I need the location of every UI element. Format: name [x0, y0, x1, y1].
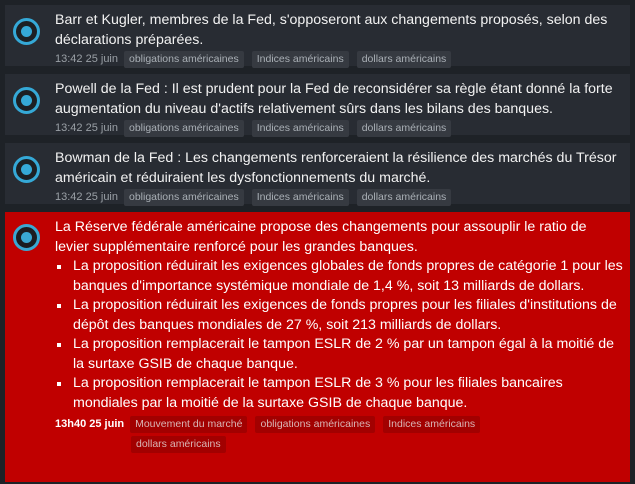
news-meta	[55, 416, 624, 453]
news-item[interactable]	[5, 74, 630, 135]
news-tag[interactable]: obligations américaines	[255, 416, 375, 433]
news-content	[55, 218, 624, 453]
news-bullet-point: La proposition réduirait les exigences globales de fonds propres de catégorie 1 pour les banques d'importance systémique mondiale de 1,4 %, soit 13 milliards de dollars.	[55, 257, 624, 296]
news-headline[interactable]: La Réserve fédérale américaine propose des changements pour assouplir le ratio de levier supplémentaire renforcé pour les grandes banques.	[55, 219, 587, 255]
news-tag[interactable]: Mouvement du marché	[130, 416, 247, 433]
news-tag[interactable]: obligations américaines	[124, 51, 244, 68]
news-headline[interactable]: Barr et Kugler, membres de la Fed, s'opposeront aux changements proposés, selon des déclarations préparées.	[55, 12, 608, 48]
news-bullet-icon	[13, 156, 40, 183]
news-bullet-point: La proposition réduirait les exigences de fonds propres pour les filiales d'institutions de dépôt des banques mondiales de 27 %, soit 213 milliards de dollars.	[55, 296, 624, 335]
news-meta	[55, 189, 624, 206]
news-bullet-point: La proposition remplacerait le tampon ESLR de 3 % pour les filiales bancaires mondiales par la moitié de la surtaxe GSIB de chaque banque.	[55, 374, 624, 413]
news-headline[interactable]: Bowman de la Fed : Les changements renforceraient la résilience des marchés du Trésor américain et réduiraient les dysfonctionnements du marché.	[55, 150, 617, 186]
news-meta	[55, 120, 624, 137]
news-time: 13:42 25 juin	[55, 122, 118, 134]
news-tag[interactable]: Indices américains	[383, 416, 480, 433]
news-content	[55, 80, 624, 137]
news-tag[interactable]: Indices américains	[252, 189, 349, 206]
news-item[interactable]	[5, 143, 630, 204]
news-time: 13:42 25 juin	[55, 191, 118, 203]
news-bullet-point: La proposition remplacerait le tampon ESLR de 2 % par un tampon égal à la moitié de la surtaxe GSIB de chaque banque.	[55, 335, 624, 374]
news-bullet-icon	[13, 224, 40, 251]
news-content	[55, 149, 624, 206]
news-tag[interactable]: Indices américains	[252, 120, 349, 137]
news-time: 13h40 25 juin	[55, 418, 125, 430]
news-tag[interactable]: Indices américains	[252, 51, 349, 68]
news-tag[interactable]: obligations américaines	[124, 120, 244, 137]
news-bullet-list	[55, 257, 624, 413]
news-content	[55, 11, 624, 68]
news-tag[interactable]: dollars américains	[357, 189, 452, 206]
news-bullet-icon	[13, 18, 40, 45]
news-meta	[55, 51, 624, 68]
news-tag[interactable]: obligations américaines	[124, 189, 244, 206]
news-time: 13:42 25 juin	[55, 53, 118, 65]
news-tag[interactable]: dollars américains	[357, 51, 452, 68]
news-headline[interactable]: Powell de la Fed : Il est prudent pour la Fed de reconsidérer sa règle étant donné la forte augmentation du niveau d'actifs relativement sûrs dans les bilans des banques.	[55, 81, 613, 117]
news-bullet-icon	[13, 87, 40, 114]
news-tag[interactable]: dollars américains	[357, 120, 452, 137]
news-item-highlighted[interactable]	[5, 212, 630, 482]
news-item[interactable]	[5, 5, 630, 66]
news-tag[interactable]: dollars américains	[131, 436, 226, 453]
